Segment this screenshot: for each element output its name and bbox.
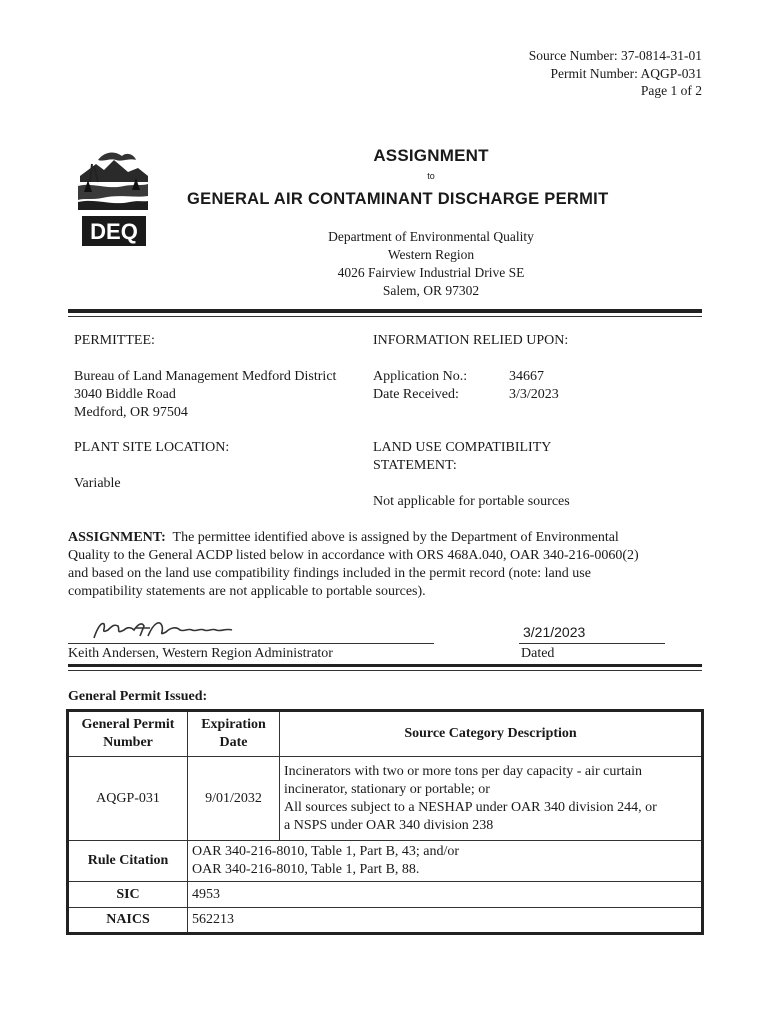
assignment-line1 [68,529,708,547]
assignment-paragraph [68,529,708,601]
document-subtitle: GENERAL AIR CONTAMINANT DISCHARGE PERMIT [187,190,609,208]
info-heading: INFORMATION RELIED UPON: [373,333,569,348]
land-use-heading-line1: LAND USE COMPATIBILITY [373,440,552,455]
assignment-label: ASSIGNMENT: [68,530,166,545]
naics-value: 562213 [188,908,703,934]
col-permit-header-line1: General Permit [81,717,175,732]
assignment-text1: The permittee identified above is assigned by the Department of Environmental [172,530,619,545]
date-received-label: Date Received: [373,387,459,402]
sic-row [68,882,703,908]
col-expiration-header [188,711,280,757]
col-exp-header-line2: Date [219,735,248,750]
permit-table [66,709,704,935]
title-connector: to [427,171,435,181]
document-header-info [529,47,702,100]
application-number-value: 34667 [509,369,544,384]
land-use-heading [373,439,551,475]
col-description-header: Source Category Description [280,711,703,757]
rule-citation-line1: OAR 340-216-8010, Table 1, Part B, 43; and/or [192,844,460,859]
signer-name: Keith Andersen, Western Region Administrator [68,646,333,661]
divider-thick [68,309,702,313]
divider-thin-lower [68,670,702,671]
col-permit-number-header [68,711,188,757]
signature-graphic [90,616,250,644]
application-number-label: Application No.: [373,369,468,384]
divider-thin [68,316,702,317]
permittee-address-street: 3040 Biddle Road [74,387,176,402]
permittee-address-city: Medford, OR 97504 [74,405,188,420]
permit-number: Permit Number: AQGP-031 [550,65,702,81]
land-use-value: Not applicable for portable sources [373,494,570,509]
sic-value: 4953 [188,882,703,908]
permittee-block [74,368,336,422]
rule-citation-label: Rule Citation [68,841,188,882]
assignment-line3: and based on the land use compatibility findings included in the permit record (note: land use [68,566,591,581]
permit-table-header-row [68,711,703,757]
naics-row [68,908,703,934]
handwritten-signature [90,616,250,644]
agency-region: Western Region [387,247,475,262]
rule-citation-line2: OAR 340-216-8010, Table 1, Part B, 88. [192,862,420,877]
permit-section-heading: General Permit Issued: [68,689,208,704]
col-exp-header-line1: Expiration [201,717,266,732]
divider-thick-lower [68,664,702,667]
col-permit-header-line2: Number [103,735,153,750]
permittee-heading: PERMITTEE: [74,333,155,348]
description-line2: incinerator, stationary or portable; or [284,781,490,797]
permit-number-cell: AQGP-031 [68,757,188,841]
dated-label: Dated [521,646,555,661]
date-line [519,643,665,644]
document-title: ASSIGNMENT [373,146,489,165]
description-cell [280,757,703,841]
description-line1: Incinerators with two or more tons per day capacity - air curtain [284,763,643,779]
source-number: Source Number: 37-0814-31-01 [528,48,702,63]
description-line3: All sources subject to a NESHAP under OAR 340 division 244, or [284,799,657,815]
signature-date: 3/21/2023 [523,624,586,640]
permit-table-row [68,757,703,841]
assignment-line2: Quality to the General ACDP listed below in accordance with ORS 468A.040, OAR 340-216-0060(2) [68,548,639,563]
page-indicator: Page 1 of 2 [640,83,702,98]
rule-citation-value [188,841,703,882]
agency-name: Department of Environmental Quality [328,229,534,244]
plant-site-heading: PLANT SITE LOCATION: [74,440,230,455]
expiration-cell: 9/01/2032 [188,757,280,841]
land-use-heading-line2: STATEMENT: [373,458,457,473]
permittee-name: Bureau of Land Management Medford District [74,369,337,384]
agency-street: 4026 Fairview Industrial Drive SE [337,265,525,280]
signature-line [68,643,434,644]
description-line4: a NSPS under OAR 340 division 238 [284,817,494,833]
assignment-line4: compatibility statements are not applicable to portable sources). [68,584,426,599]
agency-address [0,228,770,300]
deq-logo-text: DEQ [90,219,138,244]
naics-label: NAICS [68,908,188,934]
date-received-value: 3/3/2023 [509,387,559,402]
rule-citation-row [68,841,703,882]
plant-site-value: Variable [74,476,121,491]
sic-label: SIC [68,882,188,908]
agency-city: Salem, OR 97302 [382,283,480,298]
